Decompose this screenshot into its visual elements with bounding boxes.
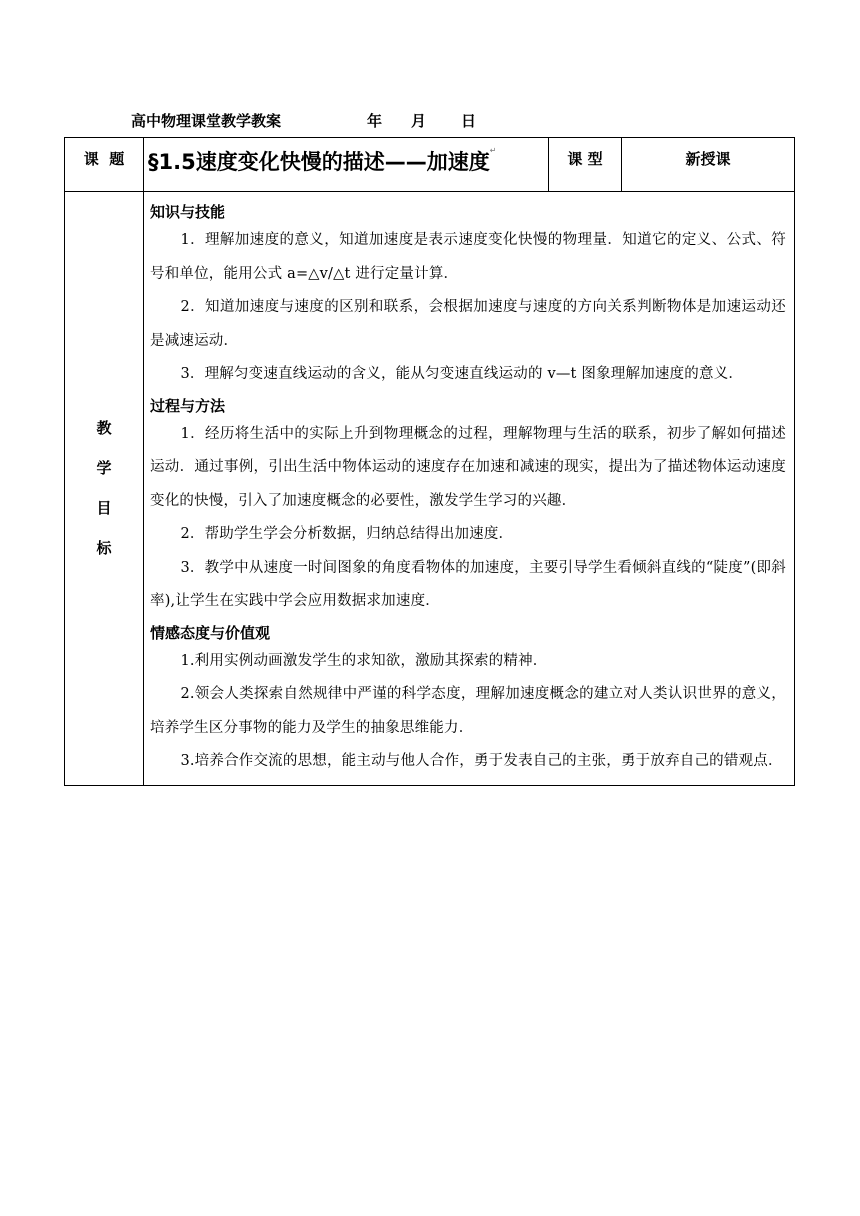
goal-label-char: 学 (96, 459, 112, 478)
lesson-plan-table (64, 137, 795, 786)
topic-value-cell (144, 138, 549, 192)
goal-label-char: 教 (96, 419, 112, 438)
goal-item: 1.利用实例动画激发学生的求知欲，激励其探索的精神． (180, 652, 548, 669)
header-title: 高中物理课堂教学教案 (131, 112, 282, 130)
goal-item: 3．教学中从速度一时间图象的角度看物体的加速度，主要引导学生看倾斜直线的“陡度”(即斜率),让学生在实践中学会应用数据求加速度． (150, 559, 786, 609)
goal-item: 2．知道加速度与速度的区别和联系，会根据加速度与速度的方向关系判断物体是加速运动还是减速运动． (150, 299, 786, 349)
goal-item: 2.领会人类探索自然规律中严谨的科学态度，理解加速度概念的建立对人类认识世界的意义，培养学生区分事物的能力及学生的抽象思维能力． (150, 686, 786, 736)
goal-label-cell (65, 192, 144, 786)
goal-item: 3.培养合作交流的思想，能主动与他人合作，勇于发表自己的主张，勇于放弃自己的错观点． (180, 753, 783, 769)
header-day: 日 (461, 112, 477, 130)
type-label: 课 型 (567, 150, 603, 168)
goal-item: 1．经历将生活中的实际上升到物理概念的过程，理解物理与生活的联系，初步了解如何描述运动．通过事例，引出生活中物体运动的速度存在加速和减速的现实，提出为了描述物体运动速度变化的快慢，引入了加速度概念的必要性，激发学生学习的兴趣． (150, 425, 786, 509)
goal-label-char: 标 (96, 539, 112, 558)
header-year: 年 (367, 112, 383, 130)
goal-item: 3．理解匀变速直线运动的含义，能从匀变速直线运动的 v—t 图象理解加速度的意义． (180, 366, 744, 382)
header-month: 月 (411, 112, 427, 130)
section-title-attitude: 情感态度与价值观 (150, 623, 271, 642)
topic-row (65, 138, 795, 192)
section-title-knowledge: 知识与技能 (150, 203, 226, 221)
goals-row (65, 192, 795, 786)
type-value-cell (622, 138, 795, 192)
topic-label: 课 题 (83, 150, 125, 168)
type-label-cell (549, 138, 622, 192)
topic-title: §1.5速度变化快慢的描述——加速度 (148, 150, 490, 174)
type-value: 新授课 (685, 150, 731, 168)
goal-item: 1．理解加速度的意义，知道加速度是表示速度变化快慢的物理量．知道它的定义、公式、符号和单位，能用公式 a=△v/△t 进行定量计算． (150, 232, 786, 282)
paragraph-mark-icon: ↵ (489, 146, 497, 155)
section-title-process: 过程与方法 (150, 396, 226, 415)
goal-label-char: 目 (96, 499, 112, 518)
page-header (131, 110, 551, 134)
topic-label-cell (65, 138, 144, 192)
goal-item: 2．帮助学生学会分析数据，归纳总结得出加速度． (180, 526, 514, 542)
goals-content-cell (144, 192, 795, 786)
